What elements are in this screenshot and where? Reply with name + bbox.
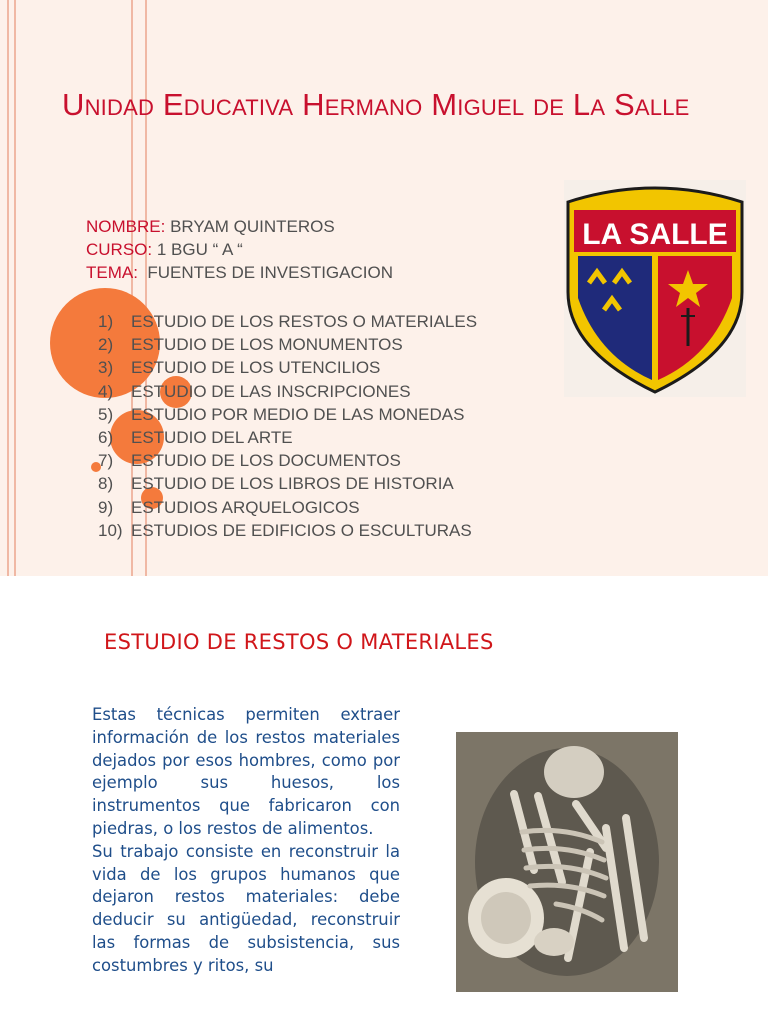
slide-gap	[0, 576, 768, 584]
list-item: 3) ESTUDIO DE LOS UTENCILIOS	[98, 358, 381, 378]
tema-row	[86, 261, 393, 284]
paragraph-2: Su trabajo consiste en reconstruir la vida de los grupos humanos que dejaron restos materiales: debe deducir su antigüedad, reconstruir las formas de subsistencia, sus costumbres y ritos, su	[92, 841, 400, 975]
list-item: 2) ESTUDIO DE LOS MONUMENTOS	[98, 335, 403, 355]
list-item: 10) ESTUDIOS DE EDIFICIOS O ESCULTURAS	[98, 520, 472, 540]
slide-2	[0, 584, 768, 1024]
nombre-label: NOMBRE:	[86, 217, 166, 236]
slide-2-heading: ESTUDIO DE RESTOS O MATERIALES	[104, 630, 494, 654]
nombre-value: BRYAM QUINTEROS	[165, 217, 335, 236]
list-item: 1) ESTUDIO DE LOS RESTOS O MATERIALES	[98, 312, 478, 331]
slide-title: Unidad Educativa Hermano Miguel de La Salle	[62, 87, 690, 122]
body-text	[92, 704, 400, 978]
curso-label: CURSO:	[86, 240, 153, 259]
list-item: 9) ESTUDIOS ARQUELOGICOS	[98, 497, 360, 517]
curso-value: 1 BGU “ A “	[152, 240, 243, 259]
list-item: 6) ESTUDIO DEL ARTE	[98, 428, 293, 448]
la-salle-logo	[564, 180, 746, 397]
list-item: 8) ESTUDIO DE LOS LIBROS DE HISTORIA	[98, 474, 454, 494]
student-info	[86, 215, 393, 284]
skeleton-image-icon	[456, 732, 678, 992]
list-item: 7) ESTUDIO DE LOS DOCUMENTOS	[98, 451, 401, 471]
shield-icon	[564, 180, 746, 397]
tema-value: FUENTES DE INVESTIGACION	[137, 263, 393, 282]
nombre-row	[86, 215, 393, 238]
list-item: 5) ESTUDIO POR MEDIO DE LAS MONEDAS	[98, 404, 465, 424]
decorative-line	[14, 0, 16, 576]
skeleton-photo	[456, 732, 678, 992]
logo-text: LA SALLE	[582, 218, 728, 251]
tema-label: TEMA:	[86, 263, 138, 282]
decorative-line	[7, 0, 9, 576]
topics-list	[98, 310, 477, 542]
list-item: 4) ESTUDIO DE LAS INSCRIPCIONES	[98, 381, 411, 401]
curso-row	[86, 238, 393, 261]
paragraph-1: Estas técnicas permiten extraer información de los restos materiales dejados por esos hombres, como por ejemplo sus huesos, los instrumentos que fabricaron con piedras, o los restos de alimentos.	[92, 705, 400, 838]
